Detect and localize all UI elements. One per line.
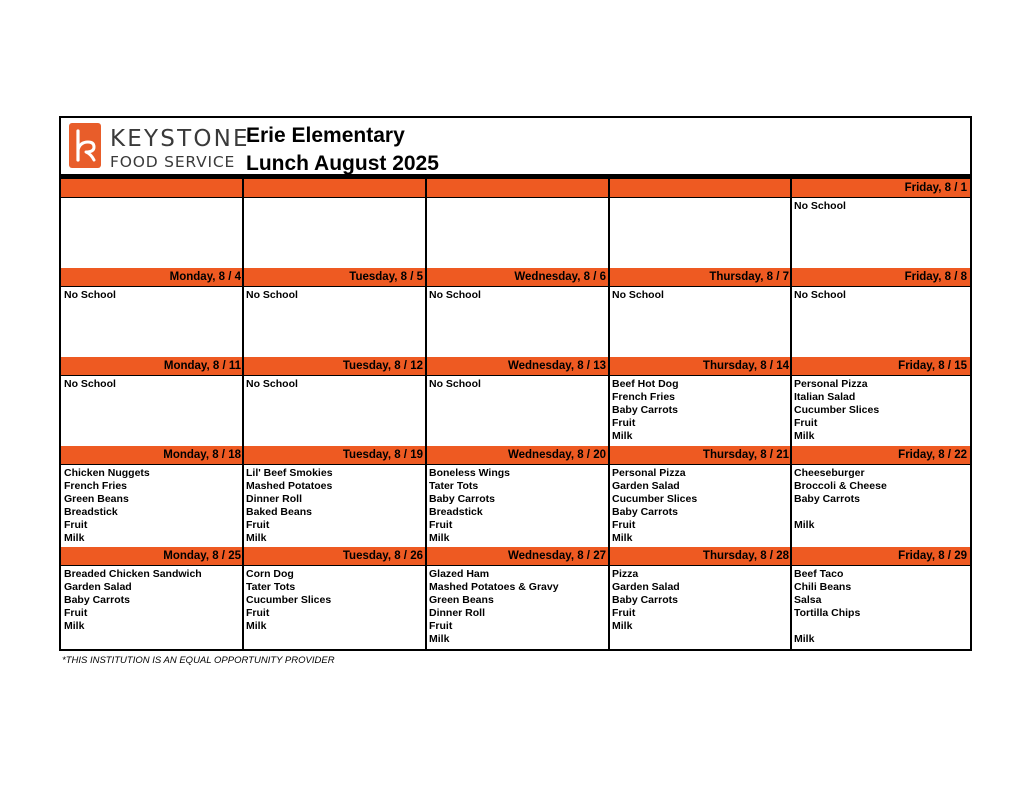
menu-item: Cheeseburger <box>794 467 865 479</box>
day-header: Friday, 8 / 22 <box>791 446 970 465</box>
menu-item: Baby Carrots <box>429 493 495 506</box>
column-divider <box>608 446 610 547</box>
menu-item: Breadstick <box>429 506 483 519</box>
column-divider <box>608 179 610 268</box>
menu-item: Milk <box>794 519 815 532</box>
lunch-menu-calendar <box>59 116 972 651</box>
menu-item: Fruit <box>429 519 453 532</box>
column-divider <box>242 268 244 357</box>
menu-item: Mashed Potatoes <box>246 480 333 493</box>
page-title <box>246 122 439 178</box>
menu-item: Cucumber Slices <box>246 594 332 607</box>
day-header: Wednesday, 8 / 27 <box>426 547 609 566</box>
column-divider <box>790 179 792 268</box>
menu-item: Milk <box>64 620 85 633</box>
day-cell <box>243 547 426 650</box>
menu-item: Garden Salad <box>612 480 680 493</box>
day-menu-items <box>429 289 607 302</box>
menu-item: No School <box>64 378 116 390</box>
keystone-logo <box>69 123 250 171</box>
day-menu-items <box>612 568 790 633</box>
day-menu-items <box>612 467 790 546</box>
menu-item: Lil' Beef Smokies <box>246 467 333 479</box>
day-cell <box>791 357 970 446</box>
day-menu-items <box>64 378 242 391</box>
day-header: Tuesday, 8 / 26 <box>243 547 426 566</box>
menu-item: Tater Tots <box>429 480 479 493</box>
day-header: Wednesday, 8 / 20 <box>426 446 609 465</box>
menu-item: Tater Tots <box>246 581 296 594</box>
menu-item: Green Beans <box>64 493 129 506</box>
day-cell <box>426 446 609 547</box>
day-header <box>609 179 792 198</box>
day-header: Friday, 8 / 8 <box>791 268 970 287</box>
brand-name: KEYSTONE <box>110 126 250 152</box>
day-cell <box>426 547 609 650</box>
menu-month: Lunch August 2025 <box>246 152 439 175</box>
menu-item <box>794 620 968 633</box>
column-divider <box>425 547 427 650</box>
column-divider <box>242 547 244 650</box>
column-divider <box>425 357 427 446</box>
day-header: Thursday, 8 / 7 <box>609 268 792 287</box>
menu-item: Fruit <box>64 607 88 620</box>
column-divider <box>242 179 244 268</box>
menu-item: Baby Carrots <box>612 594 678 607</box>
day-header: Tuesday, 8 / 12 <box>243 357 426 376</box>
menu-item: Milk <box>64 532 85 545</box>
day-cell <box>61 357 244 446</box>
menu-item: Milk <box>612 532 633 545</box>
menu-item: No School <box>794 289 846 301</box>
day-header: Wednesday, 8 / 6 <box>426 268 609 287</box>
menu-item: Garden Salad <box>612 581 680 594</box>
column-divider <box>790 446 792 547</box>
day-menu-items <box>429 467 607 546</box>
menu-item: French Fries <box>612 391 676 404</box>
menu-item: Milk <box>429 633 450 646</box>
menu-item: Baby Carrots <box>612 506 678 519</box>
menu-item: Dinner Roll <box>429 607 486 620</box>
school-name: Erie Elementary <box>246 124 405 147</box>
day-menu-items <box>64 568 242 633</box>
menu-item: Italian Salad <box>794 391 856 404</box>
menu-item: Cucumber Slices <box>612 493 698 506</box>
day-cell <box>609 179 792 268</box>
column-divider <box>608 357 610 446</box>
day-header <box>426 179 609 198</box>
menu-item: Personal Pizza <box>794 378 868 390</box>
day-menu-items <box>794 467 968 532</box>
day-cell <box>61 179 244 268</box>
day-menu-items <box>794 289 968 302</box>
day-cell <box>61 446 244 547</box>
week-row <box>61 547 970 650</box>
menu-item: No School <box>612 289 664 301</box>
menu-item: Boneless Wings <box>429 467 511 479</box>
equal-opportunity-note: *THIS INSTITUTION IS AN EQUAL OPPORTUNITY PROVIDER <box>62 655 335 666</box>
menu-item: Pizza <box>612 568 639 580</box>
menu-item: Beef Taco <box>794 568 844 580</box>
day-cell <box>61 547 244 650</box>
day-menu-items <box>794 200 968 213</box>
menu-item: Salsa <box>794 594 822 607</box>
menu-item: Baby Carrots <box>794 493 860 506</box>
menu-item: Mashed Potatoes & Gravy <box>429 581 559 594</box>
day-menu-items <box>612 378 790 443</box>
menu-header <box>61 118 970 179</box>
day-cell <box>609 268 792 357</box>
menu-item: Garden Salad <box>64 581 132 594</box>
column-divider <box>425 268 427 357</box>
menu-item: Glazed Ham <box>429 568 490 580</box>
menu-item: No School <box>429 378 481 390</box>
day-header: Thursday, 8 / 28 <box>609 547 792 566</box>
menu-item: No School <box>64 289 116 301</box>
day-header: Monday, 8 / 25 <box>61 547 244 566</box>
day-cell <box>243 357 426 446</box>
day-cell <box>609 446 792 547</box>
menu-item: Fruit <box>612 519 636 532</box>
day-header: Tuesday, 8 / 19 <box>243 446 426 465</box>
day-menu-items <box>246 289 424 302</box>
day-menu-items <box>612 289 790 302</box>
menu-item: Cucumber Slices <box>794 404 880 417</box>
day-cell <box>791 268 970 357</box>
menu-item: Tortilla Chips <box>794 607 861 620</box>
day-cell <box>609 357 792 446</box>
day-menu-items <box>246 378 424 391</box>
menu-item: No School <box>246 289 298 301</box>
menu-item: Fruit <box>794 417 818 430</box>
menu-item: Broccoli & Cheese <box>794 480 887 493</box>
day-header: Friday, 8 / 15 <box>791 357 970 376</box>
day-header: Friday, 8 / 29 <box>791 547 970 566</box>
column-divider <box>790 268 792 357</box>
day-cell <box>61 268 244 357</box>
day-header: Friday, 8 / 1 <box>791 179 970 198</box>
menu-item: Personal Pizza <box>612 467 686 479</box>
menu-item: Fruit <box>612 607 636 620</box>
day-cell <box>243 268 426 357</box>
week-row <box>61 357 970 446</box>
day-cell <box>426 357 609 446</box>
day-menu-items <box>429 378 607 391</box>
keystone-k-icon <box>69 123 101 168</box>
column-divider <box>425 179 427 268</box>
menu-item: French Fries <box>64 480 128 493</box>
day-header: Thursday, 8 / 21 <box>609 446 792 465</box>
day-cell <box>609 547 792 650</box>
menu-item: Baby Carrots <box>612 404 678 417</box>
menu-item: Fruit <box>246 607 270 620</box>
menu-item: Fruit <box>64 519 88 532</box>
column-divider <box>608 547 610 650</box>
day-header: Monday, 8 / 4 <box>61 268 244 287</box>
menu-item: Fruit <box>429 620 453 633</box>
column-divider <box>790 547 792 650</box>
menu-item: Milk <box>612 430 633 443</box>
brand-subtitle: FOOD SERVICE <box>110 153 236 171</box>
column-divider <box>425 446 427 547</box>
day-header: Monday, 8 / 11 <box>61 357 244 376</box>
menu-item: Milk <box>794 633 815 646</box>
menu-item: Baked Beans <box>246 506 312 519</box>
day-cell <box>243 446 426 547</box>
week-row <box>61 179 970 268</box>
menu-grid <box>61 179 970 649</box>
menu-item: Fruit <box>612 417 636 430</box>
menu-item: Dinner Roll <box>246 493 303 506</box>
day-cell <box>243 179 426 268</box>
week-row <box>61 446 970 547</box>
day-header: Wednesday, 8 / 13 <box>426 357 609 376</box>
menu-item: Beef Hot Dog <box>612 378 679 390</box>
menu-item <box>794 506 968 519</box>
day-menu-items <box>794 568 968 647</box>
day-menu-items <box>64 467 242 546</box>
day-cell <box>426 179 609 268</box>
menu-item: Milk <box>246 620 267 633</box>
day-menu-items <box>246 568 424 633</box>
column-divider <box>242 357 244 446</box>
menu-item: Milk <box>246 532 267 545</box>
menu-item: Baby Carrots <box>64 594 130 607</box>
day-menu-items <box>794 378 968 443</box>
day-cell <box>791 179 970 268</box>
day-header: Monday, 8 / 18 <box>61 446 244 465</box>
day-header: Thursday, 8 / 14 <box>609 357 792 376</box>
menu-item: Fruit <box>246 519 270 532</box>
day-cell <box>791 547 970 650</box>
menu-item: Milk <box>794 430 815 443</box>
column-divider <box>790 357 792 446</box>
menu-item: Chili Beans <box>794 581 852 594</box>
menu-item: Chicken Nuggets <box>64 467 150 479</box>
menu-item: No School <box>246 378 298 390</box>
menu-item: No School <box>429 289 481 301</box>
column-divider <box>242 446 244 547</box>
day-header <box>243 179 426 198</box>
day-menu-items <box>246 467 424 546</box>
menu-item: No School <box>794 200 846 212</box>
week-row <box>61 268 970 357</box>
day-cell <box>426 268 609 357</box>
day-menu-items <box>64 289 242 302</box>
day-header: Tuesday, 8 / 5 <box>243 268 426 287</box>
menu-item: Breadstick <box>64 506 118 519</box>
menu-item: Corn Dog <box>246 568 294 580</box>
menu-item: Milk <box>612 620 633 633</box>
column-divider <box>608 268 610 357</box>
menu-item: Breaded Chicken Sandwich <box>64 568 202 580</box>
day-menu-items <box>429 568 607 647</box>
menu-item: Milk <box>429 532 450 545</box>
day-header <box>61 179 244 198</box>
day-cell <box>791 446 970 547</box>
menu-item: Green Beans <box>429 594 494 607</box>
